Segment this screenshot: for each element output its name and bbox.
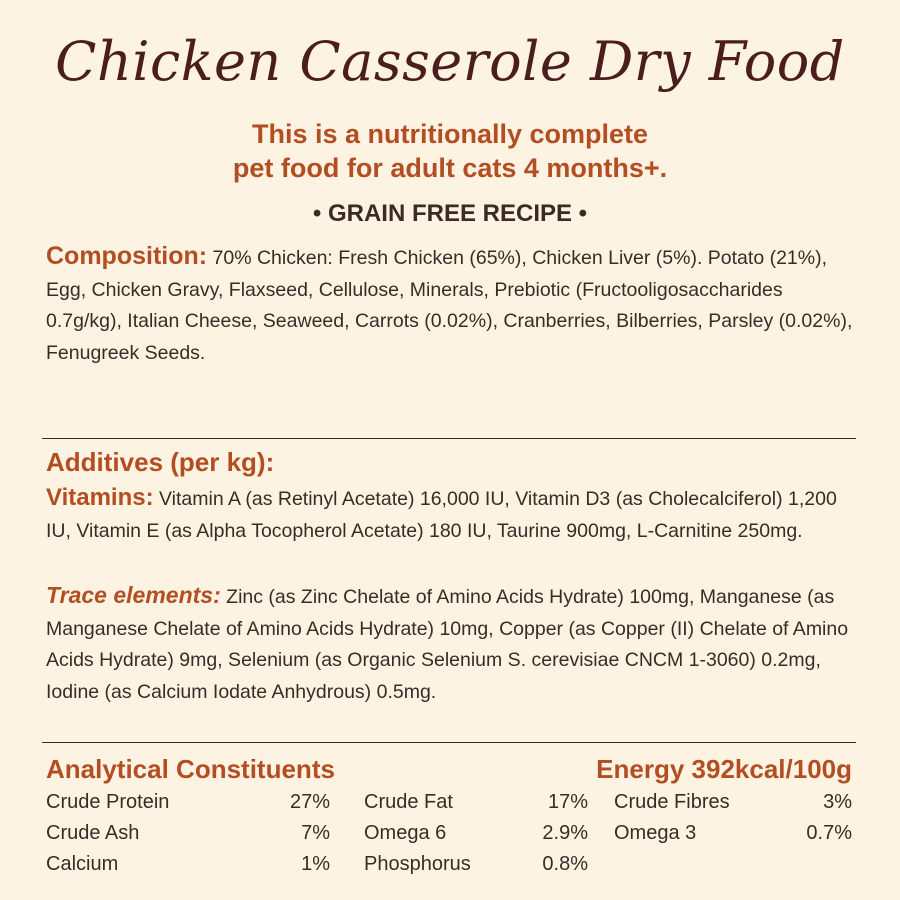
- constituent-name: Omega 3: [614, 822, 697, 844]
- constituent-name: Crude Ash: [46, 822, 140, 844]
- constituent-name: Crude Fat: [364, 791, 453, 813]
- divider-1: [42, 438, 856, 439]
- constituent-value: 0.7%: [806, 822, 852, 844]
- vitamins-label: Vitamins:: [46, 484, 154, 511]
- energy-value: Energy 392kcal/100g: [596, 754, 852, 784]
- constituent-name: Omega 6: [364, 822, 447, 844]
- constituent-value: 17%: [547, 791, 588, 813]
- subtitle-line-2: pet food for adult cats 4 months+.: [232, 153, 668, 183]
- constituent-value: 2.9%: [542, 822, 588, 844]
- constituent-value: 7%: [301, 822, 330, 844]
- trace-elements-text: Zinc (as Zinc Chelate of Amino Acids Hydrate) 100mg, Manganese (as Manganese Chelate of Amino Acids Hydrate) 10mg, Copper (as Copper (II) Chelate of Amino Acids Hydrate) 9mg, Selenium (as Organic Selenium S. cerevisiae CNCM 1-3060) 0.2mg, Iodine (as Calcium Iodate Anhydrous) 0.5mg.: [46, 586, 849, 703]
- vitamins-text: Vitamin A (as Retinyl Acetate) 16,000 IU, Vitamin D3 (as Cholecalciferol) 1,200 IU, Vitamin E (as Alpha Tocopherol Acetate) 180 IU, Taurine 900mg, L-Carnitine 250mg.: [46, 488, 837, 542]
- divider-2: [42, 742, 856, 743]
- constituent-name: Crude Protein: [46, 791, 170, 813]
- trace-elements-label: Trace elements:: [46, 582, 221, 608]
- additives-heading: Additives (per kg):: [46, 447, 275, 477]
- analytical-heading: Analytical Constituents: [46, 754, 335, 784]
- constituent-name: Calcium: [46, 853, 119, 875]
- constituent-name: Phosphorus: [364, 853, 471, 875]
- subtitle-line-1: This is a nutritionally complete: [251, 119, 649, 149]
- grain-free-banner: • GRAIN FREE RECIPE •: [312, 200, 588, 227]
- constituent-value: 27%: [289, 791, 330, 813]
- composition-section: [46, 241, 858, 369]
- composition-label: Composition:: [46, 242, 208, 270]
- product-subtitle: [0, 117, 900, 185]
- composition-text: 70% Chicken: Fresh Chicken (65%), Chicken Liver (5%). Potato (21%), Egg, Chicken Gravy, Flaxseed, Cellulose, Minerals, Prebiotic (Fructooligosaccharides 0.7g/kg), Italian Cheese, Seaweed, Carrots (0.02%), Cranberries, Bilberries, Parsley (0.02%), Fenugreek Seeds.: [46, 247, 853, 364]
- constituent-value: 3%: [823, 791, 852, 813]
- constituent-value: 0.8%: [542, 853, 588, 875]
- product-title: Chicken Casserole Dry Food: [55, 30, 845, 93]
- vitamins-section: [46, 482, 858, 547]
- constituent-name: Crude Fibres: [614, 791, 730, 813]
- trace-elements-section: [46, 580, 858, 708]
- constituent-value: 1%: [301, 853, 330, 875]
